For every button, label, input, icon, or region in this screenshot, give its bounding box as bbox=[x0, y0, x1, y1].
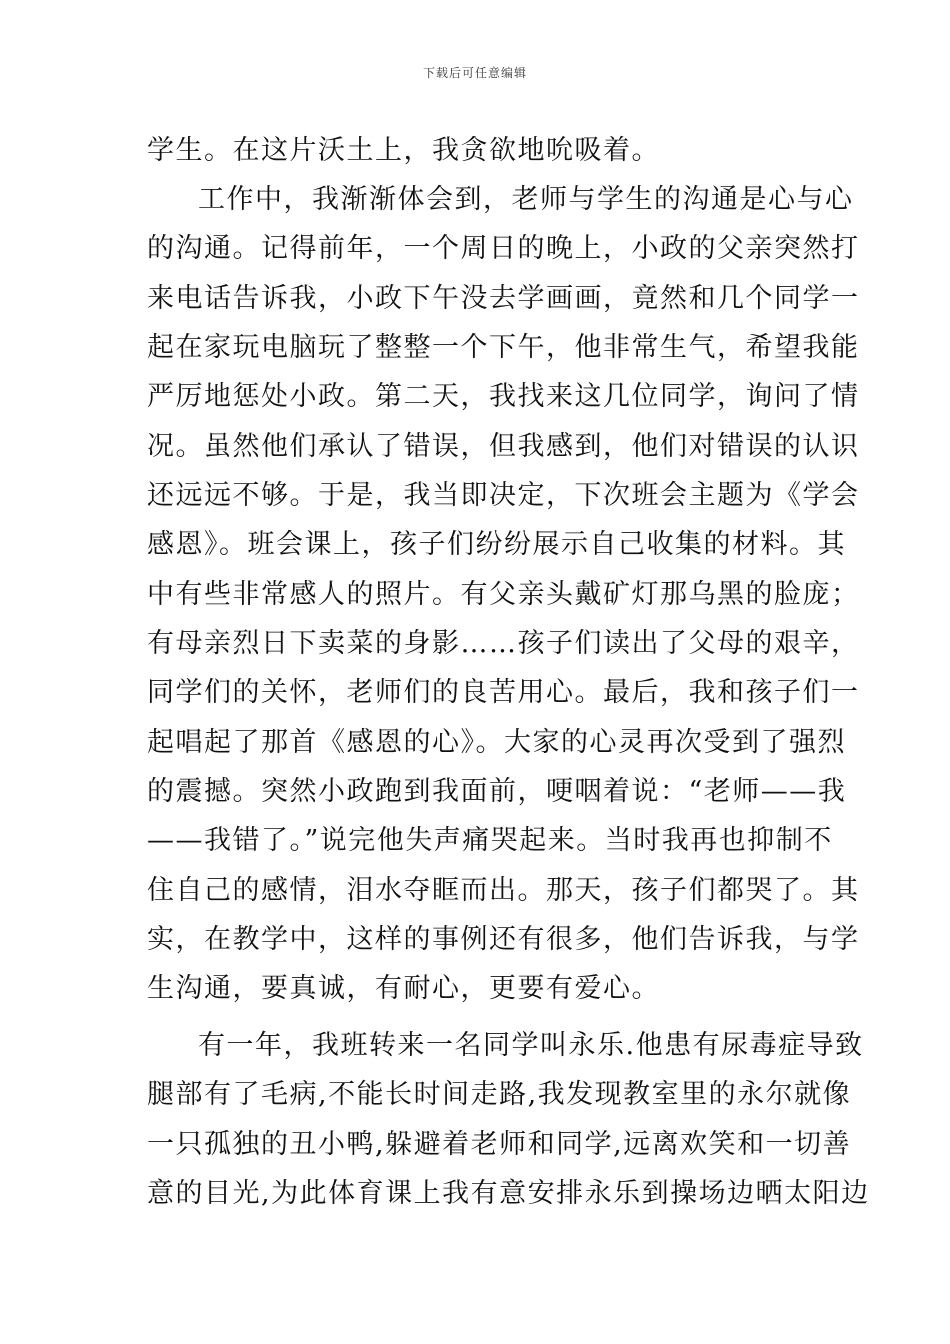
text-line: 来电话告诉我，小政下午没去学画画，竟然和几个同学一 bbox=[147, 283, 860, 314]
text-line: 腿部有了毛病,不能长时间走路,我发现教室里的永尔就像 bbox=[147, 1079, 852, 1110]
text-line: 的沟通。记得前年，一个周日的晚上，小政的父亲突然打 bbox=[147, 233, 860, 264]
page-header: 下载后可任意编辑 bbox=[422, 66, 527, 80]
paragraph-first-line: 工作中，我渐渐体会到，老师与学生的沟通是心与心 bbox=[198, 184, 854, 215]
paragraph-first-line: 有一年，我班转来一名同学叫永乐.他患有尿毒症导致 bbox=[198, 1030, 864, 1061]
text-line: 住自己的感情，泪水夺眶而出。那天，孩子们都哭了。其 bbox=[147, 875, 860, 906]
text-line: 实，在教学中，这样的事例还有很多，他们告诉我，与学 bbox=[147, 924, 860, 955]
text-line: 还远远不够。于是，我当即决定，下次班会主题为《学会 bbox=[147, 480, 860, 511]
text-line: 意的目光,为此体育课上我有意安排永乐到操场边晒太阳边 bbox=[147, 1178, 870, 1209]
text-line: 有母亲烈日下卖菜的身影……孩子们读出了父母的艰辛， bbox=[147, 628, 860, 659]
text-line: 学生。在这片沃土上，我贪欲地吮吸着。 bbox=[147, 135, 660, 166]
text-line: 的震撼。突然小政跑到我面前，哽咽着说：“老师——我 bbox=[147, 776, 847, 807]
text-line: 生沟通，要真诚，有耐心，更要有爱心。 bbox=[147, 973, 660, 1004]
text-line: 况。虽然他们承认了错误，但我感到，他们对错误的认识 bbox=[147, 431, 860, 462]
text-line: 中有些非常感人的照片。有父亲头戴矿灯那乌黑的脸庞； bbox=[147, 579, 860, 610]
text-line: ——我错了。”说完他失声痛哭起来。当时我再也抑制不 bbox=[147, 825, 833, 856]
text-line: 感恩》。班会课上，孩子们纷纷展示自己收集的材料。其 bbox=[147, 529, 846, 560]
text-line: 起在家玩电脑玩了整整一个下午，他非常生气，希望我能 bbox=[147, 332, 860, 363]
text-line: 一只孤独的丑小鸭,躲避着老师和同学,远离欢笑和一切善 bbox=[147, 1129, 852, 1160]
text-line: 严厉地惩处小政。第二天，我找来这几位同学，询问了情 bbox=[147, 381, 860, 412]
text-line: 起唱起了那首《感恩的心》。大家的心灵再次受到了强烈 bbox=[147, 727, 846, 758]
text-line: 同学们的关怀，老师们的良苦用心。最后，我和孩子们一 bbox=[147, 677, 860, 708]
